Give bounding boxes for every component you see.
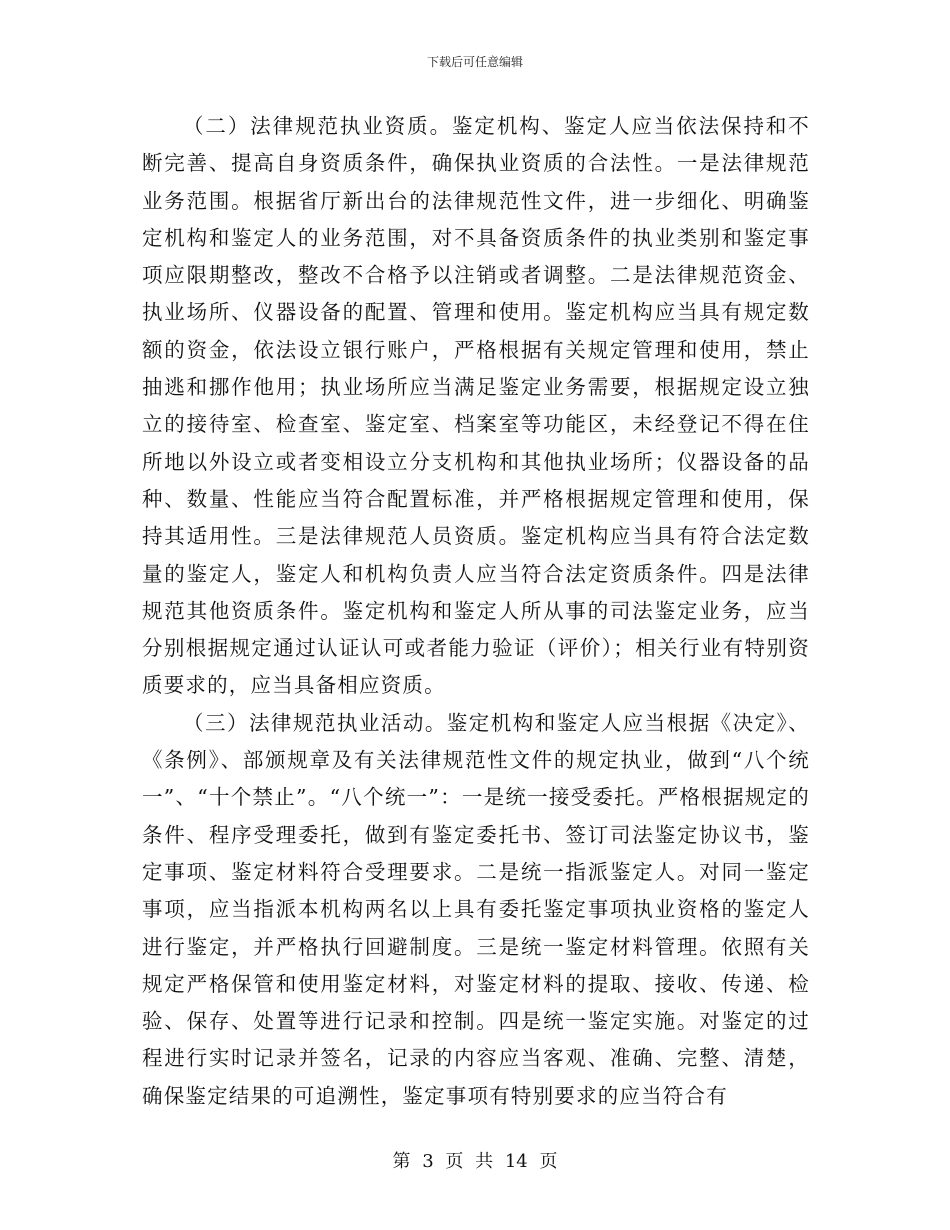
page-number-footer: 第 3 页 共 14 页 [392,1151,558,1172]
paragraph-section-3: （三）法律规范执业活动。鉴定机构和鉴定人应当根据《决定》、《条例》、部颁规章及有关法律规范性文件的规定执业，做到“八个统一”、“十个禁止”。“八个统一”：一是统一接受委托。严格根据规定的条件、程序受理委托，做到有鉴定委托书、签订司法鉴定协议书，鉴定事项、鉴定材料符合受理要求。二是统一指派鉴定人。对同一鉴定事项，应当指派本机构两名以上具有委托鉴定事项执业资格的鉴定人进行鉴定，并严格执行回避制度。三是统一鉴定材料管理。依照有关规定严格保管和使用鉴定材料，对鉴定材料的提取、接收、传递、检验、保存、处置等进行记录和控制。四是统一鉴定实施。对鉴定的过程进行实时记录并签名，记录的内容应当客观、准确、完整、清楚，确保鉴定结果的可追溯性，鉴定事项有特别要求的应当符合有 [142,710,810,1108]
paragraph-section-2: （二）法律规范执业资质。鉴定机构、鉴定人应当依法保持和不断完善、提高自身资质条件，确保执业资质的合法性。一是法律规范业务范围。根据省厅新出台的法律规范性文件，进一步细化、明确鉴定机构和鉴定人的业务范围，对不具备资质条件的执业类别和鉴定事项应限期整改，整改不合格予以注销或者调整。二是法律规范资金、执业场所、仪器设备的配置、管理和使用。鉴定机构应当具有规定数额的资金，依法设立银行账户，严格根据有关规定管理和使用，禁止抽逃和挪作他用；执业场所应当满足鉴定业务需要，根据规定设立独立的接待室、检查室、鉴定室、档案室等功能区，未经登记不得在住所地以外设立或者变相设立分支机构和其他执业场所；仪器设备的品种、数量、性能应当符合配置标准，并严格根据规定管理和使用，保持其适用性。三是法律规范人员资质。鉴定机构应当具有符合法定数量的鉴定人，鉴定人和机构负责人应当符合法定资质条件。四是法律规范其他资质条件。鉴定机构和鉴定人所从事的司法鉴定业务，应当分别根据规定通过认证认可或者能力验证（评价）；相关行业有特别资质要求的，应当具备相应资质。 [142,114,810,698]
document-body [142,108,810,1115]
page-header: 下载后可任意编辑 [426,55,523,69]
